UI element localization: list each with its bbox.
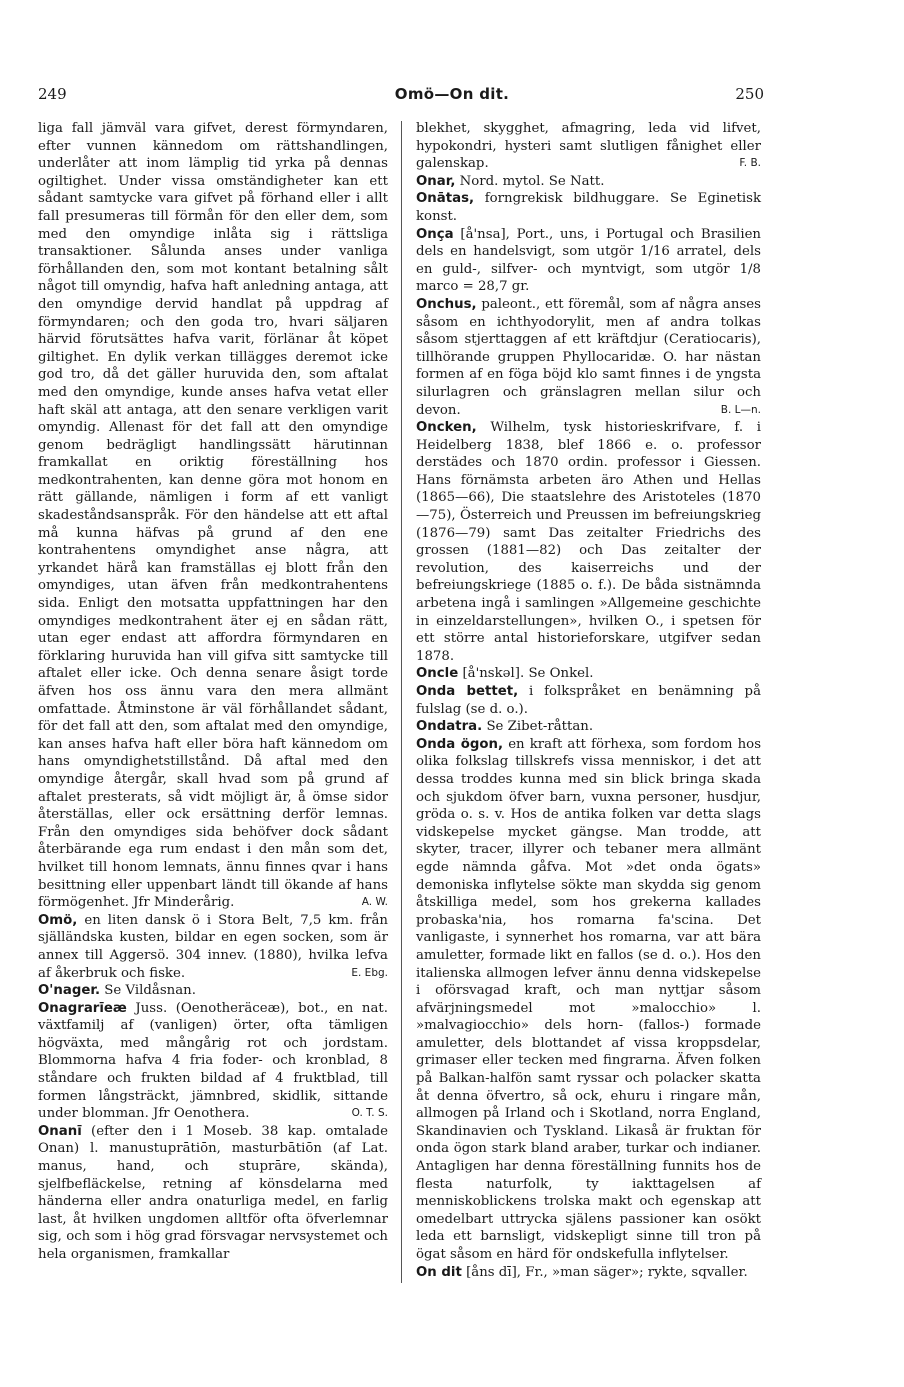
entry-onager: O'nager. Se Vildåsnan. [38,983,196,999]
headword: Onagrarīeæ [38,1000,127,1016]
headword: Onātas, [416,191,475,207]
headword: Onchus, [416,296,477,312]
entry-oncle: Oncle [å'nskəl]. Se Onkel. [416,666,594,682]
author-signature: B. L—n. [720,403,761,416]
left-column [38,120,388,1264]
headword: Oncken, [416,420,477,436]
entry-onda-ogon: Onda ögon, en kraft att förhexa, som fordom hos olika folkslag tillskrefs vissa menniskor, i det att dessa troddes kunna med sin blick bringa skada och sjukdom öfver barn, vuxna personer, husdjur, gröda o. s. v. Hos de antika folken var detta slags vidskepelse mycket gängse. Man trodde, att skyter, tracer, illyrer och tebaner mera allmänt egde nämnda gåfva. Mot »det onda ögats» demoniska inflytelse sökte man skydda sig genom åtskilliga medel, som hos grekerna kallades probaska'nia, hos romarna fa'scina. Det vanligaste, i synnerhet hos romarna, var att bära amuletter, formade likt en fallos (se d. o.). Hos den italienska allmogen lefver ännu denna vidskepelse i oförsvagad kraft, och man nyttjar såsom afvärjningsmedel mot »malocchio» l. »malvagiocchio» dels horn- (fallos-) formade amuletter, dels blottandet af vissa kroppsdelar, grimaser eller tecken med fingrarna. Äfven folken på Balkan-halfön samt ryssar och polacker skatta åt denna öfvertro, så ock, ehuru i ringare mån, allmogen på Irland och i Skotland, norra England, Skandinavien och Tyskland. Likaså är fruktan för onda ögon stark bland araber, turkar och indianer. Antagligen har denna föreställning funnits hos de flesta naturfolk, ty iakttagelsen af menniskoblickens trolska makt och egenskap att omedelbart uttrycka själens passioner kan osökt leda ett barnsligt, vidskepligt sinne till tron på ögat såsom en härd för ondskefulla inflytelser. [416,736,762,1262]
headword: Onar, [416,173,456,189]
headword: Onça [416,226,454,242]
headword: Onanī [38,1123,82,1139]
headword: Oncle [416,666,459,682]
running-title: Omö—On dit. [394,85,510,103]
entry-oncken: Oncken, Wilhelm, tysk historieskrifvare, f. i Heidelberg 1838, blef 1866 e. o. professor derstädes och 1870 ordin. professor i Giessen. Hans förnämsta arbeten äro Athen und Hellas (1865—66), Die staatslehre des Aristoteles (1870—75), Österreich und Preussen im befreiungskrieg (1876—79) samt Das zeitalter Friedrichs des grossen (1881—82) och Das zeitalter der revolution, des kaiserreichs und der befreiungskriege (1885 o. f.). De båda sistnämnda arbetena ingå i samlingen »Allgemeine geschichte in einzeldarstellungen», hvilken O., i spetsen för ett större antal historieforskare, utgifver sedan 1878. [416,420,761,664]
headword: Ondatra. [416,719,483,735]
author-signature: F. B. [739,157,761,170]
headword: Onda ögon, [416,736,504,752]
entry-onca: Onça [å'nsa], Port., uns, i Portugal och Brasilien dels en handelsvigt, som utgör 1/16 arratel, dels en guld-, silfver- och myntvigt, som utgör 1/8 marco = 28,7 gr. [416,226,761,295]
entry-onagrarieae: Onagrarīeæ Juss. (Oenotheräceæ), bot., en nat. växtfamilj af (vanligen) örter, ofta tämligen högväxta, med mångårig rot och jordstam. Blommorna hafva 4 fria foder- och kronblad, 8 ståndare och frukten bildad af 4 fruktblad, till formen långsträckt, jämnbred, skidlik, sittande under blomman. Jfr Oenothera. O. T. S. [38,1000,388,1122]
entry-onda-bettet: Onda bettet, i folkspråket en benämning på fulslag (se d. o.). [416,684,761,717]
page-number-right: 250 [735,85,764,103]
entry-onar: Onar, Nord. mytol. Se Natt. [416,173,605,189]
entry-on-dit: On dit [åns dī], Fr., »man säger»; rykte, sqvaller. [416,1264,748,1280]
author-signature: O. T. S. [351,1107,388,1120]
entry-continuation: liga fall jämväl vara gifvet, derest förmyndaren, efter vunnen kännedom om rättshandlingen, underlåter att inom lämplig tid yrka på dennas ogiltighet. Under vissa omständigheter kan ett sådant samtycke vara gifvet på förhand eller i allt fall presumeras till förmån för den eller dem, som med den omyndige inlåta sig i rättsliga transaktioner. Sålunda anses under vanliga förhållanden den, som mot kontant betalning sålt något till omyndig, hafva haft anledning antaga, att den omyndige dervid handlat på uppdrag af förmyndaren; och den goda tro, hvari säljaren härvid förutsättes hafva varit, förlänar åt köpet giltighet. En dylik verkan tillägges deremot icke god tro, då det gäller huruvida den, som aftalat med den omyndige, kunde anses hafva vetat eller haft skäl att antaga, att den senare verkligen varit omyndig. Allenast för det fall att den omyndige genom bedrägligt handlingssätt härutinnan framkallat en oriktig föreställning hos medkontrahenten, kan denne göra mot honom en rätt gällande, nämligen i form af ett vanligt skadeståndsanspråk. För den händelse att ett aftal må kunna häfvas på grund af den ene kontrahentens omyndighet anse några, att yrkandet härå kan framställas ej blott från den omyndiges, utan äfven från medkontrahentens sida. Enligt den motsatta uppfattningen har den omyndiges medkontrahent äter ej en sådan rätt, utan eger endast att affordra förmyndaren en förklaring huruvida han vill gifva sitt samtycke till aftalet eller icke. Och denna senare åsigt torde äfven hos oss ännu vara den mera allmänt omfattade. Åtminstone är väl förhållandet sådant, för det fall att den, som aftalat med den omyndige, kan anses hafva haft eller böra haft kännedom om hans omyndighetstillstånd. Då aftal med den omyndige återgår, skall hvad som på grund af aftalet presterats, så vidt möjligt är, å ömse sidor återställas, eller ock ersättning derför lemnas. Från den omyndiges sida behöfver dock sådant återbärande ega rum endast i den mån som det, hvilket till honom lemnats, ännu finnes qvar i hans besittning eller uppenbart ländt till ökande af hans förmögenhet. Jfr Minderårig. A. W. [38,121,388,911]
entry-omo: Omö, en liten dansk ö i Stora Belt, 7,5 km. från själländska kusten, bildar en egen socken, som är annex till Aggersö. 304 innev. (1880), hvilka lefva af åkerbruk och fiske. E. Ebg. [38,912,388,981]
entry-onchus: Onchus, paleont., ett föremål, som af några anses såsom en ichthyodorylit, men af andra tolkas såsom stjerttaggen af ett kräftdjur (Ceratiocaris), tillhörande gruppen Phyllocaridæ. O. har nästan formen af en föga böjd klo samt finnes i de yngsta silurlagren och gränslagren mellan silur och devon. B. L—n. [416,296,761,418]
page-number-left: 249 [38,85,67,103]
headword: O'nager. [38,983,101,999]
headword: Omö, [38,912,78,928]
right-column [416,120,761,1281]
entry-onani: Onanī (efter den i 1 Moseb. 38 kap. omtalade Onan) l. manustuprātiōn, masturbātiōn (af Lat. manus, hand, och stuprāre, skända), sjelfbefläckelse, retning af könsdelarna med händerna eller andra onaturliga medel, en farlig last, åt hvilken ungdomen alltför ofta öfverlemnar sig, och som i hög grad försvagar nervsystemet och hela organismen, framkallar [38,1123,388,1262]
author-signature: E. Ebg. [351,966,388,979]
entry-continuation: blekhet, skygghet, afmagring, leda vid lifvet, hypokondri, hysteri samt slutligen fånighet eller galenskap. F. B. [416,121,761,172]
headword: On dit [416,1264,462,1280]
author-signature: A. W. [361,896,388,909]
entry-ondatra: Ondatra. Se Zibet-råttan. [416,719,594,735]
column-divider [401,121,402,1283]
entry-onatas: Onātas, forngrekisk bildhuggare. Se Eginetisk konst. [416,191,762,224]
headword: Onda bettet, [416,684,519,699]
